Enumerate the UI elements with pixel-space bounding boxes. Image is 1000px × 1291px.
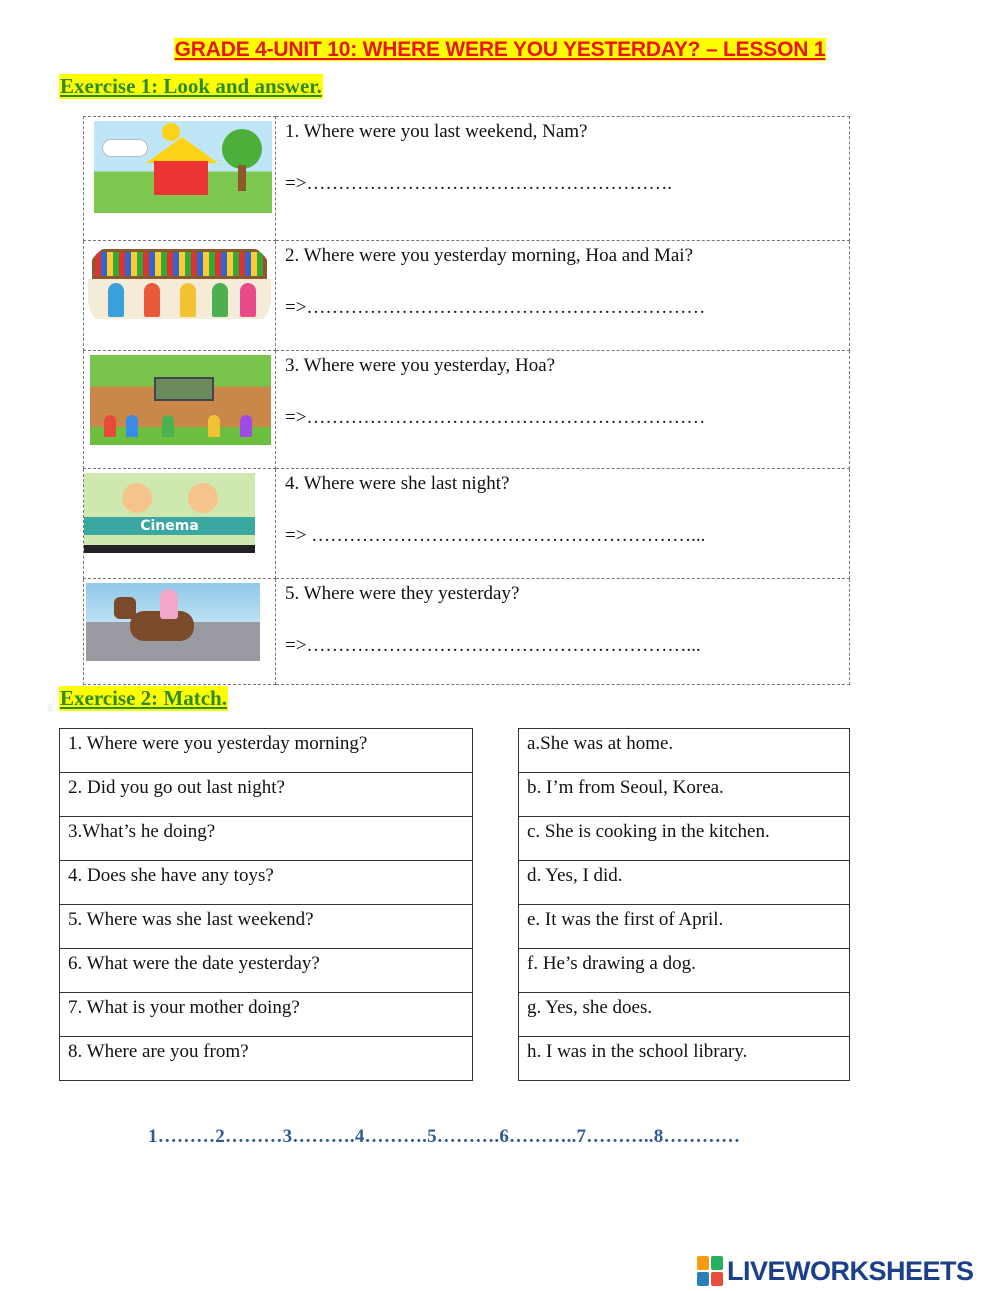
cloud-shape xyxy=(102,139,148,157)
answer-line[interactable]: =>……………………………………………………... xyxy=(285,635,701,656)
answer-line[interactable]: => ……………………………………………………... xyxy=(285,525,706,546)
child-figure xyxy=(240,415,252,437)
title-text: GRADE 4-UNIT 10: WHERE WERE YOU YESTERDAY? – LESSON 1 xyxy=(174,38,826,61)
picture-cell xyxy=(84,351,276,469)
roof-shape xyxy=(146,137,218,163)
answer-line[interactable]: =>……………………………………………………… xyxy=(285,297,706,318)
question-text: 2. Where were you yesterday morning, Hoa and Mai? xyxy=(285,245,694,266)
zoo-picture xyxy=(90,355,271,445)
cinema-picture xyxy=(84,473,255,553)
match-answer[interactable]: d. Yes, I did. xyxy=(519,861,850,905)
match-answer[interactable]: b. I’m from Seoul, Korea. xyxy=(519,773,850,817)
pony-ride-picture xyxy=(86,583,260,661)
match-answer[interactable]: c. She is cooking in the kitchen. xyxy=(519,817,850,861)
trunk-shape xyxy=(238,165,246,191)
exercise-1-row xyxy=(84,579,850,685)
girl-figure xyxy=(160,589,178,619)
child-face-shape xyxy=(188,483,218,513)
question-cell xyxy=(276,469,850,579)
liveworksheets-brand xyxy=(697,1256,974,1286)
house-picture xyxy=(94,121,272,213)
question-cell xyxy=(276,117,850,241)
question-text: 1. Where were you last weekend, Nam? xyxy=(285,121,588,142)
match-answers-table xyxy=(518,728,850,1081)
match-question[interactable]: 2. Did you go out last night? xyxy=(60,773,473,817)
match-answer[interactable]: h. I was in the school library. xyxy=(519,1037,850,1081)
exercise-1-row xyxy=(84,351,850,469)
picture-cell xyxy=(84,117,276,241)
match-question[interactable]: 1. Where were you yesterday morning? xyxy=(60,729,473,773)
question-cell xyxy=(276,351,850,469)
worksheet-title xyxy=(0,38,1000,62)
cinema-word: Cinema xyxy=(140,518,199,534)
child-figure xyxy=(104,415,116,437)
child-figure xyxy=(162,415,174,437)
pony-head-shape xyxy=(114,597,136,619)
match-answer[interactable]: a.She was at home. xyxy=(519,729,850,773)
tree-shape xyxy=(222,129,262,169)
match-answer[interactable]: f. He’s drawing a dog. xyxy=(519,949,850,993)
exercise-1-row xyxy=(84,117,850,241)
child-figure xyxy=(126,415,138,437)
child-figure xyxy=(180,283,196,317)
brand-name: LIVEWORKSHEETS xyxy=(727,1255,974,1286)
liveworksheets-logo-icon xyxy=(697,1256,723,1286)
question-cell xyxy=(276,241,850,351)
question-text: 5. Where were they yesterday? xyxy=(285,583,520,604)
picture-cell xyxy=(84,579,276,685)
exercise-1-heading: Exercise 1: Look and answer. xyxy=(60,74,322,98)
logo-square xyxy=(711,1272,723,1286)
bookshelf-shape xyxy=(92,249,267,279)
logo-square xyxy=(711,1256,723,1270)
answer-line[interactable]: =>……………………………………………………… xyxy=(285,407,706,428)
exercise-2-heading: Exercise 2: Match. xyxy=(60,686,227,710)
child-figure xyxy=(208,415,220,437)
picture-cell xyxy=(84,469,276,579)
child-figure xyxy=(212,283,228,317)
image-footer-bar xyxy=(84,545,255,553)
question-text: 4. Where were she last night? xyxy=(285,473,510,494)
match-question[interactable]: 8. Where are you from? xyxy=(60,1037,473,1081)
zoo-gate-shape xyxy=(154,377,214,401)
match-questions-table xyxy=(59,728,473,1081)
child-figure xyxy=(240,283,256,317)
match-question[interactable]: 6. What were the date yesterday? xyxy=(60,949,473,993)
child-figure xyxy=(144,283,160,317)
exercise-1-row xyxy=(84,469,850,579)
exercise-1-table xyxy=(83,116,850,685)
match-answer[interactable]: g. Yes, she does. xyxy=(519,993,850,1037)
match-answer[interactable]: e. It was the first of April. xyxy=(519,905,850,949)
picture-cell xyxy=(84,241,276,351)
library-picture xyxy=(88,245,271,329)
house-shape xyxy=(154,161,208,195)
match-question[interactable]: 3.What’s he doing? xyxy=(60,817,473,861)
match-question[interactable]: 7. What is your mother doing? xyxy=(60,993,473,1037)
exercise-1-row xyxy=(84,241,850,351)
match-question[interactable]: 5. Where was she last weekend? xyxy=(60,905,473,949)
answer-line[interactable]: =>…………………………………………………. xyxy=(285,173,673,194)
child-face-shape xyxy=(122,483,152,513)
librarian-figure xyxy=(108,283,124,317)
logo-square xyxy=(697,1272,709,1286)
answer-key-line[interactable]: 1………2………3……….4……….5……….6………..7………..8………… xyxy=(148,1126,741,1147)
match-question[interactable]: 4. Does she have any toys? xyxy=(60,861,473,905)
question-text: 3. Where were you yesterday, Hoa? xyxy=(285,355,556,376)
logo-square xyxy=(697,1256,709,1270)
question-cell xyxy=(276,579,850,685)
